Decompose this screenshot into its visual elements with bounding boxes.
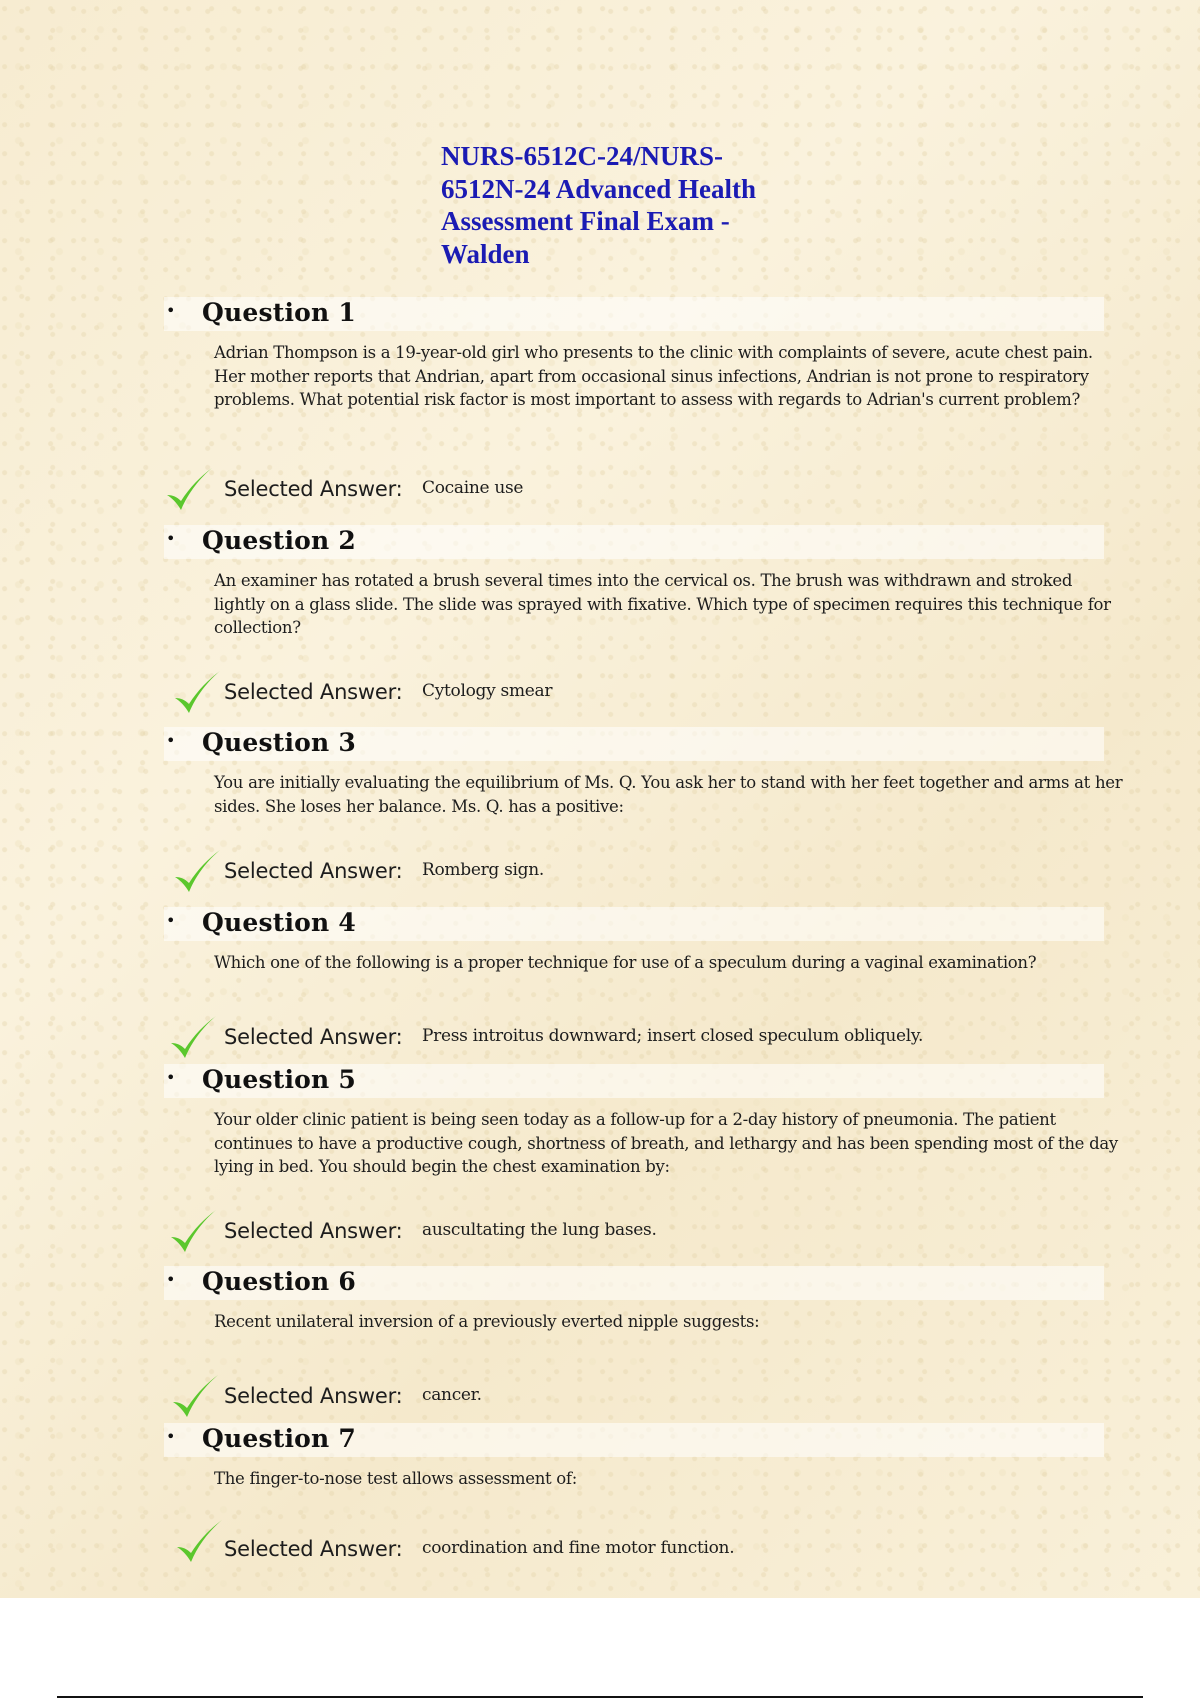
selected-answer-row: [0, 465, 1200, 515]
selected-answer-row: [0, 668, 1200, 718]
bullet-icon: •: [166, 1068, 176, 1087]
bullet-icon: •: [166, 301, 176, 320]
checkmark-icon: [174, 1517, 226, 1567]
document-title: NURS-6512C-24/NURS-6512N-24 Advanced Health Assessment Final Exam - Walden: [441, 141, 757, 269]
selected-answer-row: [0, 1372, 1200, 1422]
selected-answer-row: [0, 847, 1200, 897]
checkmark-icon: [164, 465, 216, 515]
bullet-icon: •: [166, 529, 176, 548]
bullet-icon: •: [166, 1427, 176, 1446]
selected-answer-value: auscultating the lung bases.: [422, 1220, 657, 1240]
selected-answer-row: [0, 1525, 1200, 1575]
bullet-icon: •: [166, 731, 176, 750]
question-text: An examiner has rotated a brush several times into the cervical os. The brush was withdrawn and stroked lightly on a glass slide. The slide was sprayed with fixative. Which type of specimen requires this technique for collection?: [214, 571, 1111, 637]
selected-answer-value: coordination and fine motor function.: [422, 1538, 735, 1558]
selected-answer-value: cancer.: [422, 1385, 482, 1405]
question-text: Recent unilateral inversion of a previously everted nipple suggests:: [214, 1312, 760, 1331]
question-text: Which one of the following is a proper technique for use of a speculum during a vaginal examination?: [214, 953, 1037, 972]
selected-answer-value: Press introitus downward; insert closed speculum obliquely.: [422, 1026, 924, 1046]
selected-answer-row: [0, 1013, 1200, 1063]
selected-answer-label: Selected Answer:: [224, 1537, 403, 1561]
question-title: Question 7: [202, 1424, 356, 1453]
checkmark-icon: [168, 1207, 220, 1257]
selected-answer-label: Selected Answer:: [224, 1025, 403, 1049]
question-title: Question 4: [202, 908, 356, 937]
selected-answer-value: Romberg sign.: [422, 860, 545, 880]
question-title: Question 1: [202, 298, 356, 327]
question-text: You are initially evaluating the equilibrium of Ms. Q. You ask her to stand with her feet together and arms at her sides. She loses her balance. Ms. Q. has a positive:: [214, 773, 1123, 816]
question-title: Question 3: [202, 728, 356, 757]
selected-answer-value: Cytology smear: [422, 681, 553, 701]
selected-answer-label: Selected Answer:: [224, 477, 403, 501]
question-text: The finger-to-nose test allows assessment of:: [214, 1469, 578, 1488]
checkmark-icon: [172, 668, 224, 718]
question-text: Your older clinic patient is being seen today as a follow-up for a 2-day history of pneumonia. The patient continues to have a productive cough, shortness of breath, and lethargy and has been spending most of the day lying in bed. You should begin the chest examination by:: [214, 1110, 1118, 1176]
question-title: Question 2: [202, 526, 356, 555]
question-title: Question 6: [202, 1267, 356, 1296]
footer-rule: [57, 1696, 1143, 1698]
selected-answer-label: Selected Answer:: [224, 680, 403, 704]
checkmark-icon: [168, 1013, 220, 1063]
selected-answer-label: Selected Answer:: [224, 1219, 403, 1243]
question-text: Adrian Thompson is a 19-year-old girl who presents to the clinic with complaints of severe, acute chest pain. Her mother reports that Andrian, apart from occasional sinus infections, Andrian is not prone to respiratory problems. What potential risk factor is most important to assess with regards to Adrian's current problem?: [214, 343, 1093, 409]
bullet-icon: •: [166, 911, 176, 930]
selected-answer-label: Selected Answer:: [224, 859, 403, 883]
question-title: Question 5: [202, 1065, 356, 1094]
selected-answer-value: Cocaine use: [422, 478, 524, 498]
selected-answer-row: [0, 1207, 1200, 1257]
selected-answer-label: Selected Answer:: [224, 1384, 403, 1408]
checkmark-icon: [170, 1372, 222, 1422]
bullet-icon: •: [166, 1270, 176, 1289]
checkmark-icon: [172, 847, 224, 897]
